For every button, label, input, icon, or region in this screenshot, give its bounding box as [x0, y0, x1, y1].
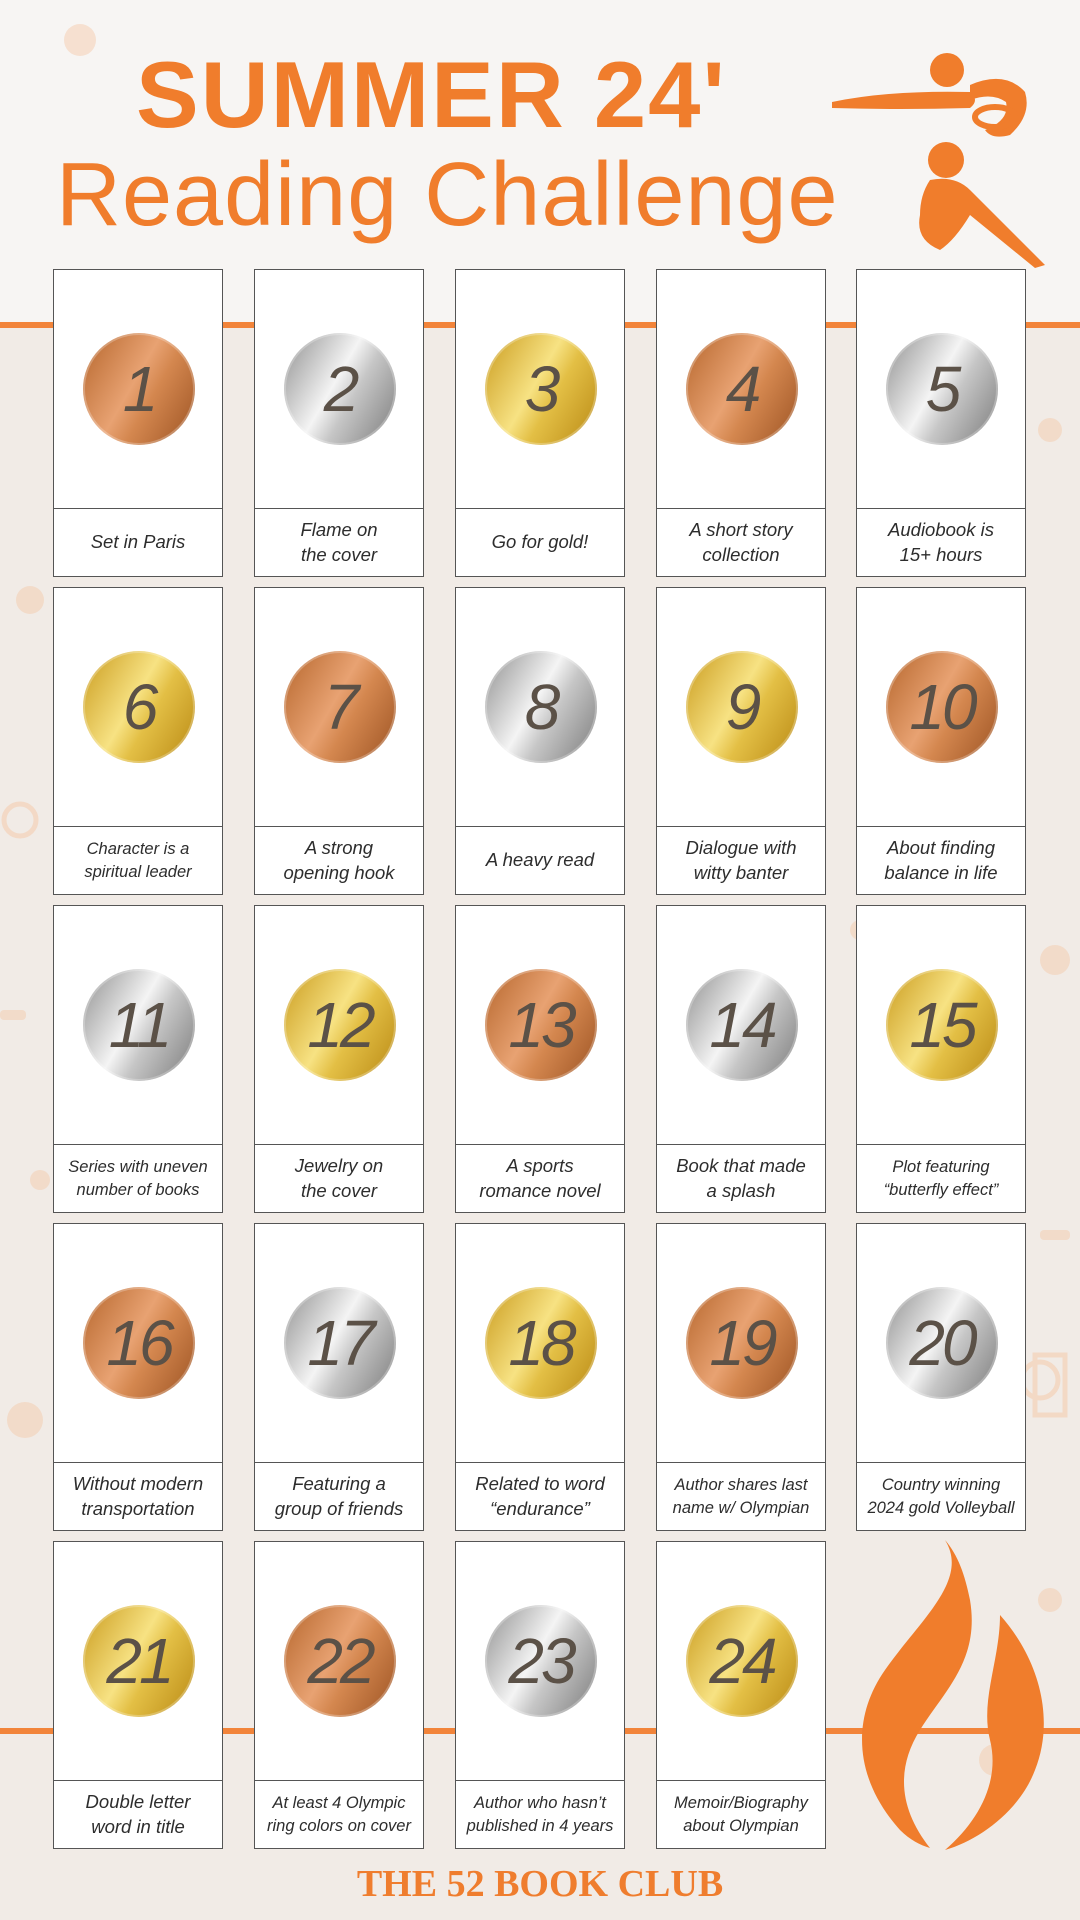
challenge-label: Jewelry on the cover: [294, 1154, 384, 1201]
olympic-flame-icon: [850, 1540, 1050, 1850]
volleyball-player-icon: [820, 40, 1060, 270]
bronze-medal-icon: 7: [284, 651, 396, 763]
medal-area: [456, 1224, 624, 1463]
medal-area: [54, 270, 222, 509]
silver-medal-icon: 20: [886, 1287, 998, 1399]
challenge-label: Author who hasn’t published in 4 years: [466, 1794, 614, 1835]
challenge-card: [53, 1541, 223, 1849]
challenge-card: [455, 1541, 625, 1849]
silver-medal-icon: 17: [284, 1287, 396, 1399]
medal-area: [657, 1542, 825, 1781]
silver-medal-icon: 14: [686, 969, 798, 1081]
challenge-label: About finding balance in life: [884, 836, 998, 883]
challenge-card: [656, 1223, 826, 1531]
challenge-label: Double letter word in title: [85, 1790, 191, 1837]
medal-area: [255, 1542, 423, 1781]
challenge-label: A sports romance novel: [479, 1154, 601, 1201]
challenge-label: At least 4 Olympic ring colors on cover: [267, 1794, 411, 1835]
silver-medal-icon: 11: [83, 969, 195, 1081]
gold-medal-icon: 12: [284, 969, 396, 1081]
medal-area: [456, 588, 624, 827]
bronze-medal-icon: 13: [485, 969, 597, 1081]
challenge-label: Without modern transportation: [72, 1472, 204, 1519]
challenge-card: [254, 269, 424, 577]
challenge-card: [53, 1223, 223, 1531]
challenge-card: [656, 1541, 826, 1849]
silver-medal-icon: 2: [284, 333, 396, 445]
medal-area: [657, 1224, 825, 1463]
medal-area: [255, 270, 423, 509]
challenge-label: Book that made a splash: [676, 1154, 806, 1201]
gold-medal-icon: 3: [485, 333, 597, 445]
medal-area: [857, 270, 1025, 509]
silver-medal-icon: 23: [485, 1605, 597, 1717]
silver-medal-icon: 5: [886, 333, 998, 445]
medal-area: [54, 1542, 222, 1781]
medal-area: [857, 588, 1025, 827]
challenge-label: A short story collection: [689, 518, 793, 565]
challenge-card: [656, 587, 826, 895]
challenge-card: [53, 905, 223, 1213]
bronze-medal-icon: 1: [83, 333, 195, 445]
medal-area: [255, 588, 423, 827]
gold-medal-icon: 24: [686, 1605, 798, 1717]
gold-medal-icon: 15: [886, 969, 998, 1081]
challenge-label: Flame on the cover: [300, 518, 378, 565]
bronze-medal-icon: 10: [886, 651, 998, 763]
challenge-label: Related to word “endurance”: [475, 1472, 605, 1519]
medal-area: [857, 906, 1025, 1145]
medal-area: [657, 270, 825, 509]
silver-medal-icon: 8: [485, 651, 597, 763]
challenge-label: Audiobook is 15+ hours: [888, 518, 994, 565]
challenge-label: Series with uneven number of books: [68, 1158, 208, 1199]
title-summer: SUMMER 24': [136, 42, 727, 147]
challenge-card: [455, 905, 625, 1213]
bronze-medal-icon: 16: [83, 1287, 195, 1399]
challenge-card: [656, 269, 826, 577]
challenge-label: Author shares last name w/ Olympian: [672, 1476, 810, 1517]
bronze-medal-icon: 22: [284, 1605, 396, 1717]
challenge-card: [856, 269, 1026, 577]
medal-area: [456, 270, 624, 509]
challenge-label: Set in Paris: [90, 531, 186, 553]
medal-area: [657, 906, 825, 1145]
challenge-label: Go for gold!: [491, 531, 589, 553]
challenge-card: [455, 1223, 625, 1531]
challenge-label: Dialogue with witty banter: [685, 836, 797, 883]
gold-medal-icon: 18: [485, 1287, 597, 1399]
medal-area: [54, 906, 222, 1145]
footer-brand: THE 52 BOOK CLUB: [356, 1863, 724, 1905]
challenge-card: [455, 269, 625, 577]
challenge-card: [254, 1541, 424, 1849]
challenge-card: [856, 905, 1026, 1213]
challenge-card: [254, 905, 424, 1213]
gold-medal-icon: 21: [83, 1605, 195, 1717]
challenge-label: A strong opening hook: [283, 836, 395, 883]
medal-area: [456, 1542, 624, 1781]
challenge-label: Memoir/Biography about Olympian: [674, 1794, 808, 1835]
title-reading-challenge: Reading Challenge: [56, 145, 839, 245]
challenge-label: A heavy read: [485, 849, 595, 871]
gold-medal-icon: 9: [686, 651, 798, 763]
gold-medal-icon: 6: [83, 651, 195, 763]
challenge-card: [656, 905, 826, 1213]
medal-area: [255, 1224, 423, 1463]
challenge-card: [856, 1223, 1026, 1531]
challenge-label: Featuring a group of friends: [274, 1472, 404, 1519]
challenge-label: Country winning 2024 gold Volleyball: [867, 1476, 1015, 1517]
medal-area: [255, 906, 423, 1145]
challenge-label: Plot featuring “butterfly effect”: [883, 1158, 999, 1199]
challenge-card: [254, 587, 424, 895]
challenge-card: [254, 1223, 424, 1531]
medal-area: [54, 588, 222, 827]
medal-area: [54, 1224, 222, 1463]
medal-area: [456, 906, 624, 1145]
challenge-card: [53, 587, 223, 895]
challenge-label: Character is a spiritual leader: [84, 840, 192, 881]
medal-area: [657, 588, 825, 827]
bronze-medal-icon: 4: [686, 333, 798, 445]
challenge-card: [455, 587, 625, 895]
medal-area: [857, 1224, 1025, 1463]
challenge-card: [856, 587, 1026, 895]
challenge-card: [53, 269, 223, 577]
bronze-medal-icon: 19: [686, 1287, 798, 1399]
